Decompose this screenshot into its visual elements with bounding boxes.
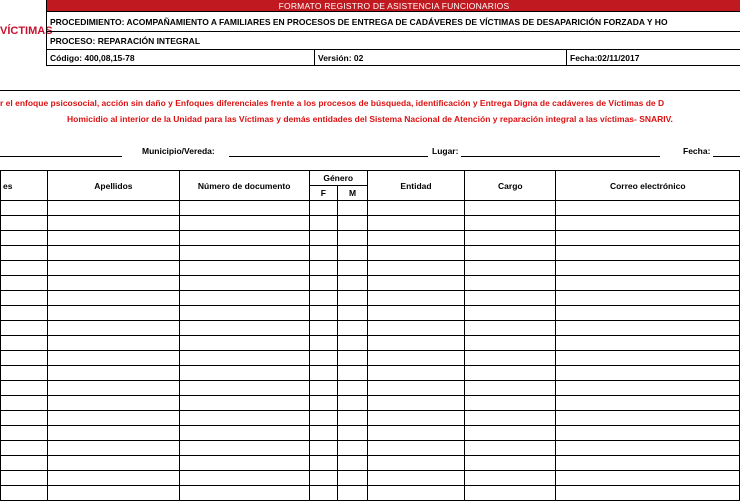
cell-documento[interactable]: [179, 246, 309, 261]
version-label: Versión: 02: [315, 50, 567, 65]
cell-correo[interactable]: [556, 321, 740, 336]
cell-correo[interactable]: [556, 366, 740, 381]
cell-cargo[interactable]: [465, 426, 556, 441]
cell-cargo[interactable]: [465, 471, 556, 486]
cell-cargo[interactable]: [465, 246, 556, 261]
cell-f[interactable]: [309, 306, 338, 321]
cell-entidad[interactable]: [367, 276, 464, 291]
cell-correo[interactable]: [556, 201, 740, 216]
cell-apellidos[interactable]: [48, 486, 180, 501]
cell-nombres[interactable]: [1, 336, 48, 351]
logo-text: VÍCTIMAS: [0, 25, 53, 37]
cell-documento[interactable]: [179, 336, 309, 351]
col-nombres: es: [1, 171, 48, 201]
table-row: [1, 381, 740, 396]
cell-m[interactable]: [338, 336, 368, 351]
col-documento: Número de documento: [179, 171, 309, 201]
cell-correo[interactable]: [556, 291, 740, 306]
cell-f[interactable]: [309, 426, 338, 441]
fecha-field[interactable]: [713, 156, 740, 157]
cell-entidad[interactable]: [367, 336, 464, 351]
col-genero-f: F: [309, 186, 338, 201]
cell-apellidos[interactable]: [48, 366, 180, 381]
cell-apellidos[interactable]: [48, 306, 180, 321]
col-apellidos: Apellidos: [48, 171, 180, 201]
cell-documento[interactable]: [179, 261, 309, 276]
table-row: [1, 441, 740, 456]
codigo-label: Código: 400,08,15-78: [47, 50, 315, 65]
cell-nombres[interactable]: [1, 321, 48, 336]
cell-apellidos[interactable]: [48, 276, 180, 291]
cell-nombres[interactable]: [1, 411, 48, 426]
cell-cargo[interactable]: [465, 336, 556, 351]
cell-m[interactable]: [338, 246, 368, 261]
cell-cargo[interactable]: [465, 231, 556, 246]
cell-apellidos[interactable]: [48, 426, 180, 441]
cell-entidad[interactable]: [367, 306, 464, 321]
cell-entidad[interactable]: [367, 396, 464, 411]
cell-nombres[interactable]: [1, 201, 48, 216]
divider: [0, 90, 740, 91]
cell-m[interactable]: [338, 411, 368, 426]
cell-entidad[interactable]: [367, 246, 464, 261]
cell-documento[interactable]: [179, 396, 309, 411]
cell-cargo[interactable]: [465, 261, 556, 276]
cell-f[interactable]: [309, 201, 338, 216]
cell-m[interactable]: [338, 486, 368, 501]
cell-nombres[interactable]: [1, 306, 48, 321]
cell-correo[interactable]: [556, 306, 740, 321]
cell-nombres[interactable]: [1, 366, 48, 381]
table-row: [1, 426, 740, 441]
cell-documento[interactable]: [179, 276, 309, 291]
cell-apellidos[interactable]: [48, 396, 180, 411]
cell-documento[interactable]: [179, 201, 309, 216]
cell-m[interactable]: [338, 261, 368, 276]
cell-cargo[interactable]: [465, 411, 556, 426]
cell-m[interactable]: [338, 426, 368, 441]
intro-line-1: r el enfoque psicosocial, acción sin daño y Enfoques diferenciales frente a los procesos de búsqueda, identificación y Entrega Digna de cadáveres de Víctimas de D: [0, 98, 665, 108]
cell-documento[interactable]: [179, 441, 309, 456]
cell-apellidos[interactable]: [48, 456, 180, 471]
cell-entidad[interactable]: [367, 201, 464, 216]
cell-f[interactable]: [309, 291, 338, 306]
cell-correo[interactable]: [556, 456, 740, 471]
logo: [0, 16, 53, 46]
cell-entidad[interactable]: [367, 471, 464, 486]
cell-m[interactable]: [338, 216, 368, 231]
cell-m[interactable]: [338, 471, 368, 486]
table-row: [1, 351, 740, 366]
table-row: [1, 366, 740, 381]
cell-cargo[interactable]: [465, 306, 556, 321]
cell-entidad[interactable]: [367, 291, 464, 306]
cell-entidad[interactable]: [367, 321, 464, 336]
cell-entidad[interactable]: [367, 381, 464, 396]
cell-f[interactable]: [309, 321, 338, 336]
cell-correo[interactable]: [556, 351, 740, 366]
cell-correo[interactable]: [556, 486, 740, 501]
cell-correo[interactable]: [556, 441, 740, 456]
cell-apellidos[interactable]: [48, 261, 180, 276]
cell-cargo[interactable]: [465, 216, 556, 231]
cell-m[interactable]: [338, 441, 368, 456]
cell-m[interactable]: [338, 456, 368, 471]
cell-correo[interactable]: [556, 381, 740, 396]
cell-cargo[interactable]: [465, 396, 556, 411]
cell-entidad[interactable]: [367, 456, 464, 471]
cell-documento[interactable]: [179, 411, 309, 426]
cell-nombres[interactable]: [1, 471, 48, 486]
cell-cargo[interactable]: [465, 291, 556, 306]
cell-correo[interactable]: [556, 336, 740, 351]
cell-f[interactable]: [309, 381, 338, 396]
cell-cargo[interactable]: [465, 366, 556, 381]
field-line-left[interactable]: [0, 156, 122, 157]
cell-nombres[interactable]: [1, 441, 48, 456]
cell-nombres[interactable]: [1, 216, 48, 231]
cell-m[interactable]: [338, 381, 368, 396]
cell-m[interactable]: [338, 321, 368, 336]
intro-line-2: Homicidio al interior de la Unidad para las Víctimas y demás entidades del Sistema Nacional de Atención y reparación integral a las víctimas- SNARIV.: [67, 114, 673, 124]
cell-documento[interactable]: [179, 216, 309, 231]
cell-documento[interactable]: [179, 456, 309, 471]
cell-nombres[interactable]: [1, 276, 48, 291]
cell-apellidos[interactable]: [48, 321, 180, 336]
attendance-table: [0, 170, 740, 501]
table-row: [1, 201, 740, 216]
cell-cargo[interactable]: [465, 486, 556, 501]
cell-correo[interactable]: [556, 426, 740, 441]
cell-correo[interactable]: [556, 261, 740, 276]
cell-documento[interactable]: [179, 321, 309, 336]
cell-correo[interactable]: [556, 396, 740, 411]
cell-m[interactable]: [338, 366, 368, 381]
cell-apellidos[interactable]: [48, 411, 180, 426]
table-row: [1, 486, 740, 501]
procedimiento-label: PROCEDIMIENTO: ACOMPAÑAMIENTO A FAMILIARES EN PROCESOS DE ENTREGA DE CADÁVERES DE VÍCTIMAS DE DESAPARICIÓN FORZADA Y HO: [47, 12, 740, 32]
table-row: [1, 456, 740, 471]
cell-apellidos[interactable]: [48, 336, 180, 351]
cell-cargo[interactable]: [465, 441, 556, 456]
cell-nombres[interactable]: [1, 426, 48, 441]
cell-apellidos[interactable]: [48, 246, 180, 261]
cell-entidad[interactable]: [367, 441, 464, 456]
cell-entidad[interactable]: [367, 351, 464, 366]
cell-cargo[interactable]: [465, 381, 556, 396]
cell-f[interactable]: [309, 216, 338, 231]
table-row: [1, 336, 740, 351]
cell-nombres[interactable]: [1, 231, 48, 246]
cell-f[interactable]: [309, 231, 338, 246]
cell-nombres[interactable]: [1, 381, 48, 396]
cell-documento[interactable]: [179, 306, 309, 321]
cell-f[interactable]: [309, 441, 338, 456]
cell-f[interactable]: [309, 456, 338, 471]
cell-documento[interactable]: [179, 231, 309, 246]
code-version-date-row: [47, 50, 740, 66]
lugar-label: Lugar:: [432, 146, 459, 156]
cell-entidad[interactable]: [367, 231, 464, 246]
cell-documento[interactable]: [179, 426, 309, 441]
table-row: [1, 306, 740, 321]
cell-apellidos[interactable]: [48, 441, 180, 456]
cell-nombres[interactable]: [1, 291, 48, 306]
cell-f[interactable]: [309, 471, 338, 486]
cell-nombres[interactable]: [1, 246, 48, 261]
col-genero: Género: [309, 171, 367, 186]
cell-f[interactable]: [309, 246, 338, 261]
cell-apellidos[interactable]: [48, 291, 180, 306]
cell-correo[interactable]: [556, 246, 740, 261]
cell-nombres[interactable]: [1, 486, 48, 501]
table-row: [1, 216, 740, 231]
cell-nombres[interactable]: [1, 396, 48, 411]
cell-f[interactable]: [309, 336, 338, 351]
municipio-label: Municipio/Vereda:: [142, 146, 215, 156]
col-genero-m: M: [338, 186, 368, 201]
col-entidad: Entidad: [367, 171, 464, 201]
cell-m[interactable]: [338, 201, 368, 216]
cell-correo[interactable]: [556, 411, 740, 426]
cell-m[interactable]: [338, 351, 368, 366]
cell-m[interactable]: [338, 306, 368, 321]
table-row: [1, 276, 740, 291]
table-row: [1, 321, 740, 336]
cell-f[interactable]: [309, 261, 338, 276]
table-row: [1, 246, 740, 261]
cell-f[interactable]: [309, 396, 338, 411]
cell-f[interactable]: [309, 486, 338, 501]
cell-apellidos[interactable]: [48, 216, 180, 231]
cell-cargo[interactable]: [465, 321, 556, 336]
cell-entidad[interactable]: [367, 411, 464, 426]
cell-correo[interactable]: [556, 231, 740, 246]
cell-cargo[interactable]: [465, 456, 556, 471]
cell-entidad[interactable]: [367, 486, 464, 501]
cell-apellidos[interactable]: [48, 471, 180, 486]
cell-f[interactable]: [309, 276, 338, 291]
cell-documento[interactable]: [179, 291, 309, 306]
cell-apellidos[interactable]: [48, 381, 180, 396]
col-cargo: Cargo: [465, 171, 556, 201]
cell-correo[interactable]: [556, 471, 740, 486]
cell-entidad[interactable]: [367, 426, 464, 441]
cell-documento[interactable]: [179, 351, 309, 366]
table-row: [1, 261, 740, 276]
cell-apellidos[interactable]: [48, 201, 180, 216]
cell-f[interactable]: [309, 366, 338, 381]
municipio-field[interactable]: [229, 156, 428, 157]
cell-apellidos[interactable]: [48, 231, 180, 246]
cell-apellidos[interactable]: [48, 351, 180, 366]
cell-entidad[interactable]: [367, 366, 464, 381]
col-correo: Correo electrónico: [556, 171, 740, 201]
lugar-field[interactable]: [461, 156, 660, 157]
cell-m[interactable]: [338, 291, 368, 306]
proceso-label: PROCESO: REPARACIÓN INTEGRAL: [47, 32, 740, 50]
cell-nombres[interactable]: [1, 456, 48, 471]
fecha-field-label: Fecha:: [683, 146, 711, 156]
cell-entidad[interactable]: [367, 261, 464, 276]
cell-cargo[interactable]: [465, 201, 556, 216]
cell-nombres[interactable]: [1, 351, 48, 366]
cell-m[interactable]: [338, 276, 368, 291]
table-row: [1, 396, 740, 411]
cell-f[interactable]: [309, 351, 338, 366]
table-row: [1, 411, 740, 426]
cell-cargo[interactable]: [465, 351, 556, 366]
document-header: [46, 0, 740, 66]
table-row: [1, 471, 740, 486]
cell-documento[interactable]: [179, 486, 309, 501]
cell-cargo[interactable]: [465, 276, 556, 291]
cell-documento[interactable]: [179, 381, 309, 396]
fecha-label: Fecha:02/11/2017: [570, 52, 640, 63]
cell-m[interactable]: [338, 231, 368, 246]
cell-correo[interactable]: [556, 216, 740, 231]
cell-nombres[interactable]: [1, 261, 48, 276]
cell-f[interactable]: [309, 411, 338, 426]
table-row: [1, 291, 740, 306]
form-title: FORMATO REGISTRO DE ASISTENCIA FUNCIONARIOS: [47, 0, 740, 12]
cell-m[interactable]: [338, 396, 368, 411]
cell-entidad[interactable]: [367, 216, 464, 231]
cell-documento[interactable]: [179, 471, 309, 486]
cell-correo[interactable]: [556, 276, 740, 291]
table-row: [1, 231, 740, 246]
cell-documento[interactable]: [179, 366, 309, 381]
